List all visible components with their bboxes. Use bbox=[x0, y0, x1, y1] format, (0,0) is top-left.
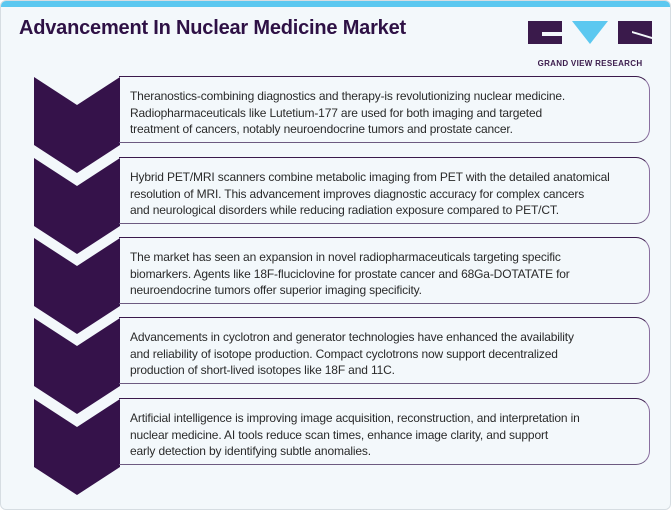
advancement-text bbox=[130, 249, 570, 299]
advancement-item bbox=[119, 317, 650, 384]
advancement-text bbox=[130, 410, 580, 460]
advancement-item bbox=[119, 237, 650, 304]
text-line: and reliability of isotope production. Compact cyclotrons now support decentralized bbox=[130, 346, 558, 361]
advancement-item bbox=[119, 157, 650, 224]
advancement-item bbox=[119, 398, 650, 465]
advancement-item bbox=[119, 76, 650, 143]
advancement-text bbox=[130, 169, 610, 219]
text-line: Advancements in cyclotron and generator technologies have enhanced the availability bbox=[130, 330, 574, 344]
text-line: Radiopharmaceuticals like Lutetium-177 are used for both imaging and targeted bbox=[130, 105, 543, 120]
text-line: nuclear medicine. AI tools reduce scan times, enhance image clarity, and support bbox=[130, 427, 549, 442]
text-line: early detection by identifying subtle anomalies. bbox=[130, 444, 371, 458]
text-line: biomarkers. Agents like 18F-fluciclovine for prostate cancer and 68Ga-DOTATATE for bbox=[130, 266, 570, 281]
text-line: Theranostics-combining diagnostics and therapy-is revolutionizing nuclear medicine. bbox=[130, 89, 566, 103]
page-title: Advancement In Nuclear Medicine Market bbox=[19, 17, 406, 39]
text-line: Artificial intelligence is improving image acquisition, reconstruction, and interpretation in bbox=[130, 411, 580, 425]
text-line: treatment of cancers, notably neuroendocrine tumors and prostate cancer. bbox=[130, 122, 513, 136]
logo-text: GRAND VIEW RESEARCH bbox=[537, 59, 643, 68]
text-line: resolution of MRI. This advancement improves diagnostic accuracy for complex cancers bbox=[130, 186, 585, 201]
text-line: production of short-lived isotopes like 18F and 11C. bbox=[130, 363, 395, 377]
text-line: Hybrid PET/MRI scanners combine metabolic imaging from PET with the detailed anatomical bbox=[130, 170, 610, 184]
text-line: The market has seen an expansion in novel radiopharmaceuticals targeting specific bbox=[130, 250, 561, 264]
text-line: neuroendocrine tumors offer superior imaging specificity. bbox=[130, 283, 422, 297]
text-line: and neurological disorders while reducing radiation exposure compared to PET/CT. bbox=[130, 203, 559, 217]
advancement-text bbox=[130, 329, 574, 379]
advancement-text bbox=[130, 88, 565, 138]
chevron-arrow bbox=[34, 77, 120, 173]
